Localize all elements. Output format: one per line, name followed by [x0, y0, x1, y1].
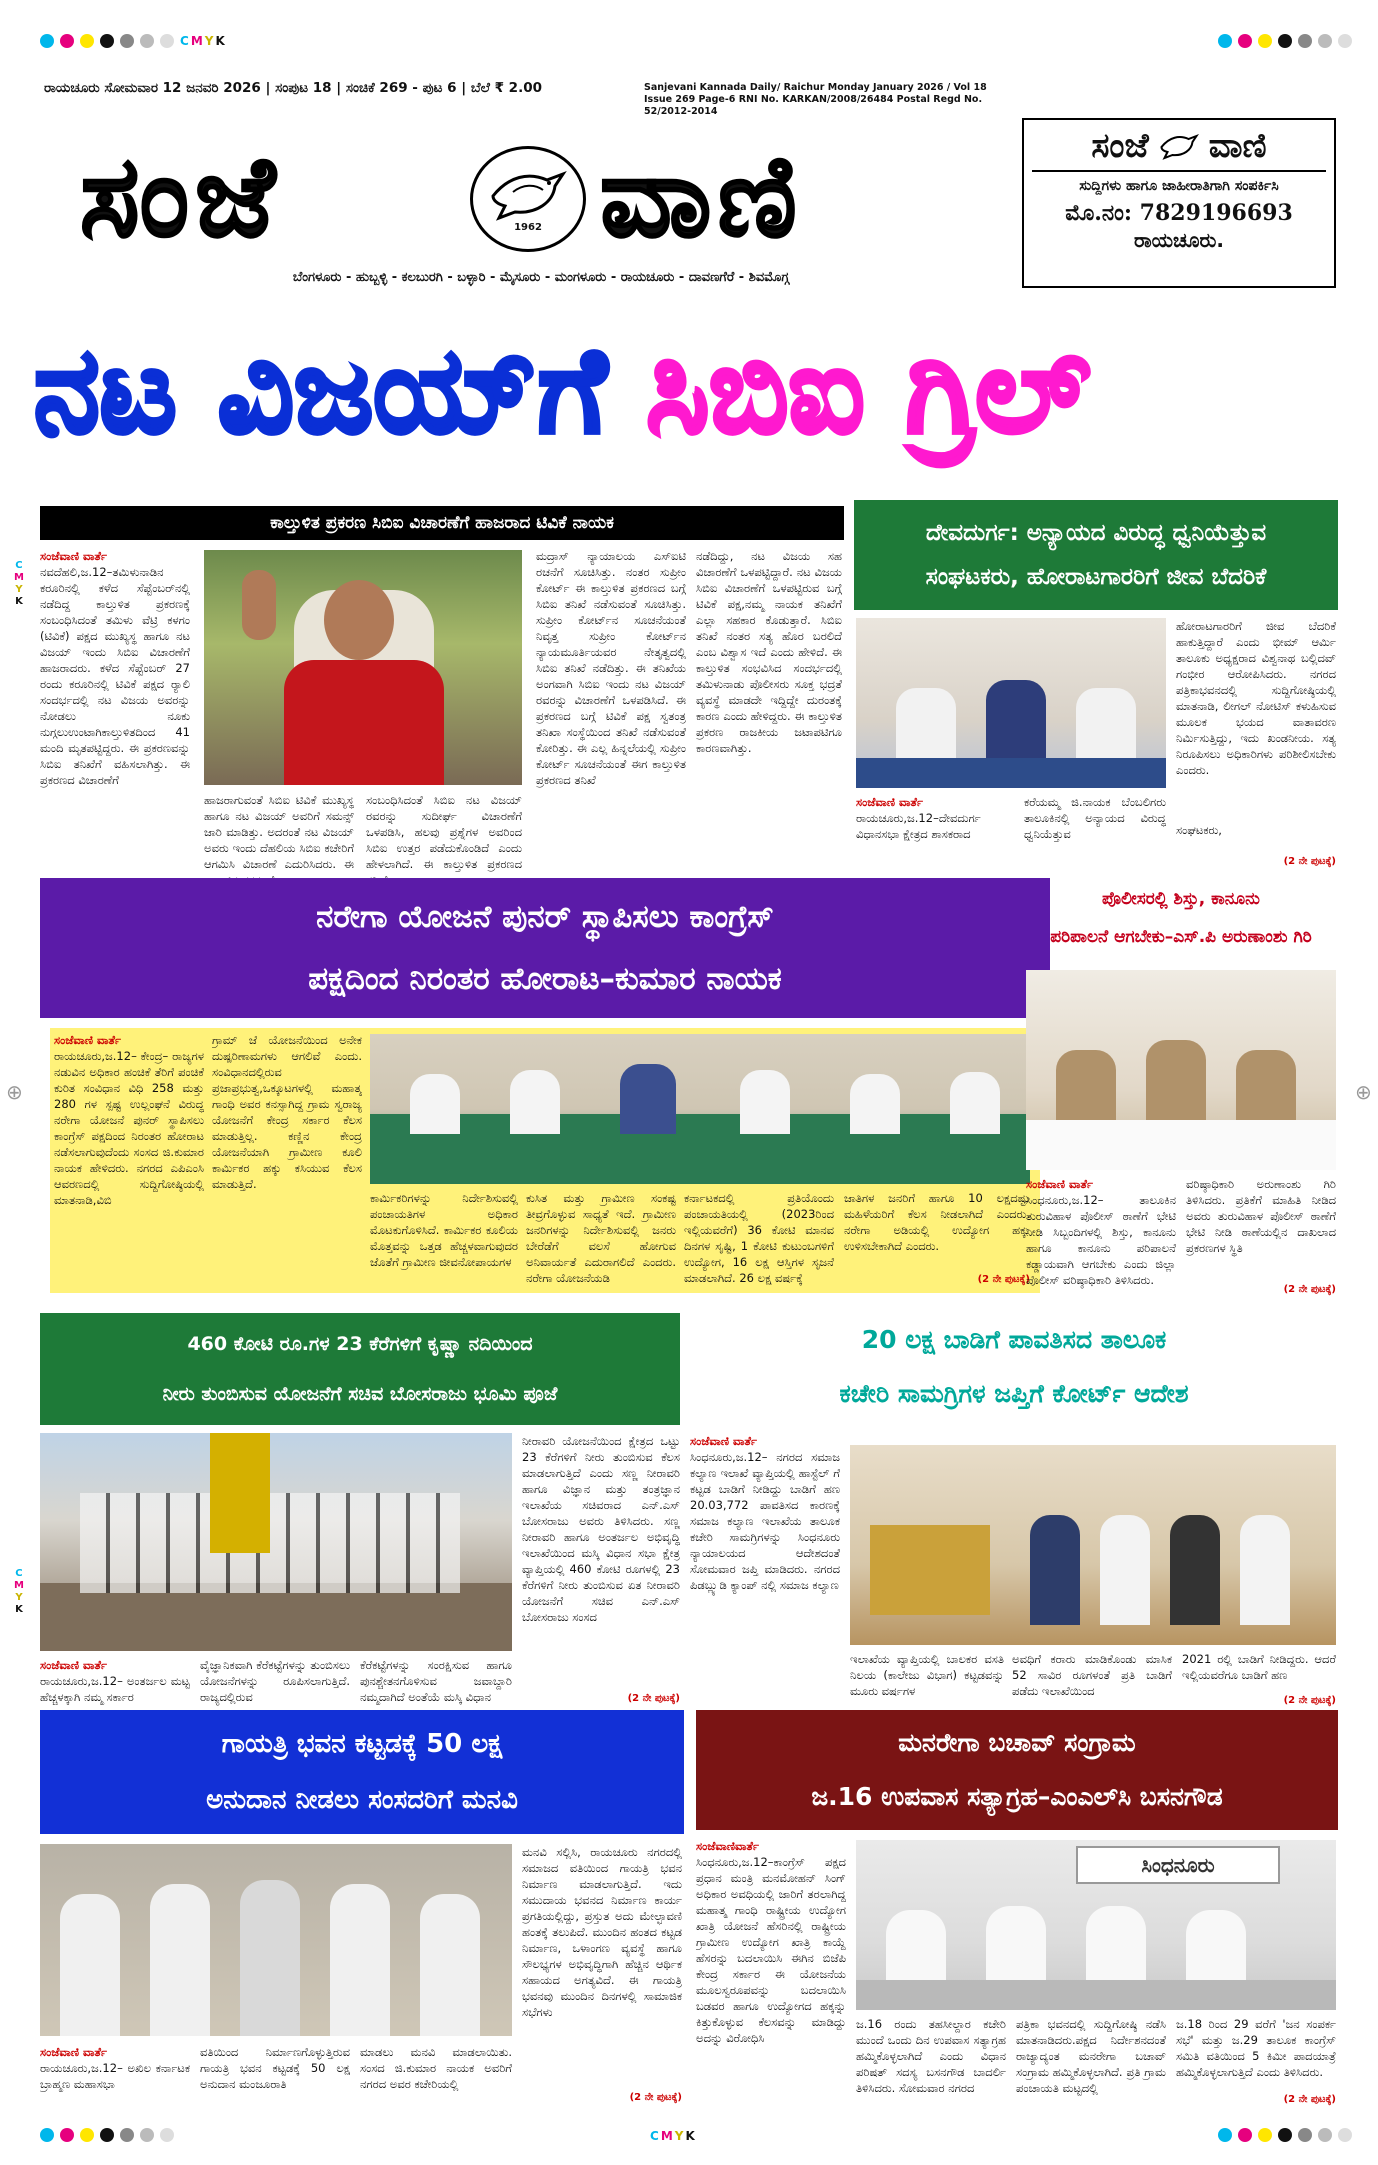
- manrega-photo: [856, 1840, 1336, 2010]
- story-court: [690, 1313, 1338, 1713]
- manrega-credit: ಸಂಜೆವಾಣಿವಾರ್ತೆ: [696, 1839, 759, 1853]
- krishna-continued: (2 ನೇ ಪುಟಕ್ಕೆ): [627, 1693, 680, 1704]
- krishna-head-2: ನೀರು ತುಂಬಿಸುವ ಯೋಜನೆಗೆ ಸಚಿವ ಬೋಸರಾಜು ಭೂಮಿ ಪೂಜೆ: [162, 1383, 558, 1405]
- narega-photo: [370, 1034, 1030, 1184]
- manrega-column-3: ಪತ್ರಿಕಾ ಭವನದಲ್ಲಿ ಸುದ್ದಿಗೋಷ್ಠಿ ನಡೆಸಿ ಮಾತನಾಡಿದರು.ಪಕ್ಷದ ನಿರ್ದೇಶನದಂತೆ ರಾಜ್ಯಾದ್ಯಂತ ಮನರೇಗಾ ಬಚಾವ್ ಸಂಗ್ರಾಮ ಹಮ್ಮಿಕೊಳ್ಳಲಾಗಿದೆ. ಪ್ರತಿ ಗ್ರಾಮ ಪಂಚಾಯತಿ ಮಟ್ಟದಲ್ಲಿ: [1016, 2017, 1166, 2095]
- gayatri-continued: (2 ನೇ ಪುಟಕ್ಕೆ): [629, 2092, 682, 2103]
- manrega-continued: (2 ನೇ ಪುಟಕ್ಕೆ): [1283, 2094, 1336, 2105]
- krishna-head-1: 460 ಕೋಟಿ ರೂ.ಗಳ 23 ಕೆರೆಗಳಿಗೆ ಕೃಷ್ಣಾ ನದಿಯಿಂದ: [187, 1333, 533, 1355]
- krishna-column-2: ವೈಜ್ಞಾನಿಕವಾಗಿ ಕೆರೆಕಟ್ಟೆಗಳನ್ನು ತುಂಬಿಸಲು ಯೋಜನೆಗಳನ್ನು ರೂಪಿಸಲಾಗುತ್ತಿದೆ. ರಾಜ್ಯದಲ್ಲಿರುವ: [200, 1658, 350, 1704]
- vijay-text-1: ನವದೆಹಲಿ,ಜ.12–ತಮಿಳುನಾಡಿನ ಕರೂರಿನಲ್ಲಿ ಕಳೆದ ಸೆಪ್ಟೆಂಬರ್‌ನಲ್ಲಿ ನಡೆದಿದ್ದ ಕಾಲ್ತುಳಿತ ಪ್ರಕರಣಕ್ಕೆ ಸಂಬಂಧಿಸಿದಂತೆ ತಮಿಳು ವೆಟ್ರಿ ಕಳಗಂ (ಟಿವಿಕೆ) ಪಕ್ಷದ ಮುಖ್ಯಸ್ಥ ಹಾಗೂ ನಟ ವಿಜಯ್ ಇಂದು ಸಿಬಿಐ ವಿಚಾರಣೆಗೆ ಹಾಜರಾದರು. ಕಳೆದ ಸೆಪ್ಟೆಂಬರ್ 27 ರಂದು ಕರೂರಿನಲ್ಲಿ ಟಿವಿಕೆ ಪಕ್ಷದ ರ್‍ಯಾಲಿ ಸಂದರ್ಭದಲ್ಲಿ ನಟ ವಿಜಯ ಅವರನ್ನು ನೋಡಲು ನೂಕು ನುಗ್ಗಲುಉಂಟಾಗಿಕಾಲ್ತುಳಿತದಿಂದ 41 ಮಂದಿ ಮೃತಪಟ್ಟಿದ್ದರು. ಈ ಪ್ರಕರಣವನ್ನು ಸಿಬಿಐ ತನಿಖೆಗೆ ವಹಿಸಲಾಗಿತ್ತು. ಈ ಪ್ರಕರಣದ ವಿಚಾರಣೆಗೆ: [40, 565, 190, 787]
- story-devadurga: [854, 500, 1338, 875]
- ad-dove-icon: [1159, 132, 1199, 160]
- manrega-text-1: ಸಿಂಧನೂರು,ಜ.12–ಕಾಂಗ್ರೆಸ್ ಪಕ್ಷದ ಪ್ರಧಾನ ಮಂತ್ರಿ ಮನಮೋಹನ್ ಸಿಂಗ್ ಅಧಿಕಾರ ಅವಧಿಯಲ್ಲಿ ಜಾರಿಗೆ ತರಲಾಗಿದ್ದ ಮಹಾತ್ಮ ಗಾಂಧಿ ರಾಷ್ಟ್ರೀಯ ಉದ್ಯೋಗ ಖಾತ್ರಿ ಯೋಜನೆ ಹೆಸರಿನಲ್ಲಿ ರಾಷ್ಟ್ರೀಯ ಗ್ರಾಮೀಣ ಉದ್ಯೋಗ ಖಾತ್ರಿ ಕಾಯ್ದೆ ಹೆಸರನ್ನು ಬದಲಾಯಿಸಿ ಈಗಿನ ಬಿಜೆಪಿ ಕೇಂದ್ರ ಸರ್ಕಾರ ಈ ಯೋಜನೆಯ ಮೂಲಸ್ವರೂಪವನ್ನು ಬದಲಾಯಿಸಿ ಬಡವರ ಹಾಗೂ ಉದ್ಯೋಗದ ಹಕ್ಕನ್ನು ಕಿತ್ತುಕೊಳ್ಳುವ ಕೆಲಸವನ್ನು ಮಾಡಿದ್ದು ಅದನ್ನು ವಿರೋಧಿಸಿ: [696, 1855, 846, 2045]
- gayatri-headline: [40, 1710, 684, 1834]
- vijay-column-4: ಮದ್ರಾಸ್ ನ್ಯಾಯಾಲಯ ಎಸ್‌ಐಟಿ ರಚನೆಗೆ ಸೂಚಿಸಿತ್ತು. ನಂತರ ಸುಪ್ರೀಂ ಕೋರ್ಟ್ ಈ ಕಾಲ್ತುಳಿತ ಪ್ರಕರಣದ ಬಗ್ಗೆ ಸಿಬಿಐ ತನಿಖೆ ನಡೆಸುವಂತೆ ಸೂಚಿಸಿತ್ತು. ಸುಪ್ರೀಂ ಕೋರ್ಟ್‌ನ ಸೂಚನೆಯಂತೆ ನಿವೃತ್ತ ಸುಪ್ರೀಂ ಕೋರ್ಟ್‌ನ ನ್ಯಾಯಮೂರ್ತಿಯವರ ನೇತೃತ್ವದಲ್ಲಿ ಸಿಬಿಐ ತನಿಖೆ ನಡೆದಿತ್ತು. ಈ ತನಿಖೆಯ ಅಂಗವಾಗಿ ಸಿಬಿಐ ಇಂದು ನಟ ವಿಜಯ್ ರವರನ್ನು ವಿಚಾರಣೆಗೆ ಒಳಪಡಿಸಿದೆ. ಈ ಪ್ರಕರಣದ ಬಗ್ಗೆ ಟಿವಿಕೆ ಪಕ್ಷ ಸ್ವತಂತ್ರ ತನಿಖಾ ಸಂಸ್ಥೆಯಿಂದ ತನಿಖೆ ನಡೆಸುವಂತೆ ಕೋರಿತ್ತು. ಈ ಎಲ್ಲ ಹಿನ್ನಲೆಯಲ್ಲಿ ಸುಪ್ರೀಂ ಕೋರ್ಟ್ ಸೂಚನೆಯಂತೆ ಈಗ ಕಾಲ್ತುಳಿತ ಪ್ರಕರಣದ ತನಿಖೆ: [536, 549, 686, 787]
- narega-column-2: ಗ್ರಾಮ್ ಜೆ ಯೋಜನೆಯಿಂದ ಅನೇಕ ದುಷ್ಪರಿಣಾಮಗಳು ಆಗಲಿವೆ ಎಂದು. ಸಂವಿಧಾನದಲ್ಲಿರುವ ಪ್ರಜಾಪ್ರಭುತ್ವ,ಒಕ್ಕೂಟಗಳಲ್ಲಿ ಮಹಾತ್ಮ ಗಾಂಧಿ ಅವರ ಕನಸ್ಸಾಗಿದ್ದ ಗ್ರಾಮ ಸ್ವರಾಜ್ಯ ಯೋಜನೆಗೆ ಕೇಂದ್ರ ಸರ್ಕಾರ ಕೆಲಸ ಮಾಡುತ್ತಿಲ್ಲ. ಕಣ್ಣಿನ ಕೇಂದ್ರ ಯೋಜನೆಯಾಗಿ ಗ್ರಾಮೀಣ ಕೂಲಿ ಕಾರ್ಮಿಕರ ಹಕ್ಕು ಕಸಿಯುವ ಕೆಲಸ ಮಾಡುತ್ತಿದೆ.: [212, 1033, 362, 1191]
- manrega-headline: [696, 1710, 1338, 1830]
- manrega-head-1: ಮನರೇಗಾ ಬಚಾವ್ ಸಂಗ್ರಾಮ: [898, 1728, 1136, 1757]
- ad-brand-right: ವಾಣಿ: [1208, 126, 1267, 166]
- manrega-photo-sign: ಸಿಂಧನೂರು: [1076, 1846, 1280, 1884]
- devadurga-column-right: ಹೋರಾಟಗಾರರಿಗೆ ಜೀವ ಬೆದರಿಕೆ ಹಾಕುತ್ತಿದ್ದಾರೆ ಎಂದು ಭೀಮ್ ಆರ್ಮಿ ತಾಲೂಕು ಅಧ್ಯಕ್ಷರಾದ ವಿಶ್ವನಾಥ ಬಲ್ಲಿದವ್ ಗಂಭೀರ ಆರೋಪಿಸಿದರು. ನಗರದ ಪತ್ರಿಕಾಭವನದಲ್ಲಿ ಸುದ್ದಿಗೋಷ್ಠಿಯಲ್ಲಿ ಮಾತನಾಡಿ, ಲೀಗಲ್ ನೋಟಿಸ್ ಕಳುಹಿಸುವ ಮೂಲಕ ಭಯದ ವಾತಾವರಣ ನಿರ್ಮಿಸುತ್ತಿದ್ದು, ಇದು ಖಂಡನೀಯ. ಸತ್ಯ ನಿರೂಪಿಸಲು ಅಧಿಕಾರಿಗಳು ಪರಿಶೀಲಿಸಬೇಕು ಎಂದರು.: [1176, 619, 1336, 777]
- gayatri-photo: [40, 1844, 512, 2036]
- police-column-1: [1026, 1176, 1176, 1301]
- narega-column-6: ಜಾತಿಗಳ ಜನರಿಗೆ ಹಾಗೂ 10 ಲಕ್ಷದಷ್ಟು ಮಹಿಳೆಯರಿಗೆ ಕೆಲಸ ನೀಡಲಾಗಿದೆ ಎಂದರು. ನರೇಗಾ ಅಡಿಯಲ್ಲಿ ಉದ್ಯೋಗ ಹಕ್ಕು ಉಳಿಸಬೇಕಾಗಿದೆ ಎಂದರು.: [844, 1191, 1030, 1253]
- dove-emblem: [470, 146, 586, 252]
- krishna-column-1: [40, 1657, 190, 1711]
- manrega-head-2: ಜ.16 ಉಪವಾಸ ಸತ್ಯಾಗ್ರಹ–ಎಂಎಲ್‌ಸಿ ಬಸನಗೌಡ: [811, 1782, 1223, 1811]
- narega-column-1: [54, 1032, 204, 1288]
- editions-list: ಬೆಂಗಳೂರು - ಹುಬ್ಬಳ್ಳಿ - ಕಲಬುರಗಿ - ಬಳ್ಳಾರಿ - ಮೈಸೂರು - ಮಂಗಳೂರು - ರಾಯಚೂರು - ದಾವಣಗೆರೆ - ಶಿವಮೊಗ್ಗ: [292, 270, 790, 285]
- police-head-1: ಪೊಲೀಸರಲ್ಲಿ ಶಿಸ್ತು, ಕಾನೂನು: [1102, 889, 1260, 909]
- story-gayatri: [40, 1710, 684, 2110]
- krishna-credit: ಸಂಜೆವಾಣಿ ವಾರ್ತೆ: [40, 1658, 107, 1672]
- ad-city: ರಾಯಚೂರು.: [1133, 228, 1225, 252]
- side-cmyk-upper: C M Y K: [14, 560, 24, 607]
- devadurga-column-c: ಸಂಘಟಕರು,: [1176, 823, 1222, 837]
- police-head-2: ಪರಿಪಾಲನೆ ಆಗಬೇಕು–ಎಸ್.ಪಿ ಅರುಣಾಂಶು ಗಿರಿ: [1050, 927, 1312, 947]
- logo-year: 1962: [514, 221, 542, 233]
- vijay-photo: [204, 550, 522, 785]
- police-photo: [1026, 970, 1336, 1170]
- dove-icon: [489, 166, 567, 222]
- color-bar-top-left: [40, 34, 174, 48]
- banner-part2: ಸಿಬಿಐ ಗ್ರಿಲ್: [646, 321, 1090, 459]
- color-bar-bottom-right: [1218, 2128, 1352, 2142]
- narega-head-1: ನರೇಗಾ ಯೋಜನೆ ಪುನರ್ ಸ್ಥಾಪಿಸಲು ಕಾಂಗ್ರೆಸ್: [316, 899, 774, 935]
- narega-column-4: ಕುಸಿತ ಮತ್ತು ಗ್ರಾಮೀಣ ಸಂಕಷ್ಟ ತೀವ್ರಗೊಳ್ಳುವ ಸಾಧ್ಯತೆ ಇದೆ. ಗ್ರಾಮೀಣ ಜನರಿಗಳನ್ನು ನಿರ್ದೇಶಿಸುವಲ್ಲಿ ಜನರು ಬೇರೆಡೆಗೆ ವಲಸೆ ಹೋಗುವ ಅನಿವಾರ್ಯತೆ ಎದುರಾಗಲಿದೆ ಎಂದರು. ನರೇಗಾ ಯೋಜನೆಯಡಿ: [526, 1191, 676, 1285]
- narega-continued: (2 ನೇ ಪುಟಕ್ಕೆ): [977, 1274, 1030, 1285]
- court-text-1: ಸಿಂಧನೂರು,ಜ.12– ನಗರದ ಸಮಾಜ ಕಲ್ಯಾಣ ಇಲಾಖೆ ವ್ಯಾಪ್ತಿಯಲ್ಲಿ ಹಾಸ್ಟೆಲ್ ಗೆ ಕಟ್ಟಡ ಬಾಡಿಗೆ ನೀಡಿದ್ದು ಬಾಡಿಗೆ ಹಣ 20.03,772 ಪಾವತಿಸದ ಕಾರಣಕ್ಕೆ ಸಮಾಜ ಕಲ್ಯಾಣ ಇಲಾಖೆಯ ತಾಲೂಕ ಕಚೇರಿ ಸಾಮಗ್ರಿಗಳನ್ನು ಸಿಂಧನೂರು ನ್ಯಾಯಾಲಯದ ಆದೇಶದಂತೆ ಸೋಮವಾರ ಜಪ್ತಿ ಮಾಡಿದರು. ನಗರದ ಪಿಡಬ್ಲ್ಯುಡಿ ಕ್ಯಾಂಪ್ ನಲ್ಲಿ ಸಮಾಜ ಕಲ್ಯಾಣ: [690, 1450, 840, 1592]
- court-continued: (2 ನೇ ಪುಟಕ್ಕೆ): [1283, 1695, 1336, 1706]
- gayatri-text-1: ರಾಯಚೂರು,ಜ.12– ಅಖಿಲ ಕರ್ನಾಟಕ ಬ್ರಾಹ್ಮಣ ಮಹಾಸಭಾ: [40, 2061, 190, 2091]
- court-column-3: ಅವಧಿಗೆ ಕರಾರು ಮಾಡಿಕೊಂಡು ಮಾಸಿಕ 52 ಸಾವಿರ ರೂಗಳಂತೆ ಪ್ರತಿ ಬಾಡಿಗೆ ಪಡೆದು ಇಲಾಖೆಯಿಂದ: [1012, 1652, 1172, 1698]
- manrega-column-2: ಜ.16 ರಂದು ತಹಸೀಲ್ದಾರ ಕಚೇರಿ ಮುಂದೆ ಒಂದು ದಿನ ಉಪವಾಸ ಸತ್ಯಾಗ್ರಹ ಹಮ್ಮಿಕೊಳ್ಳಲಾಗಿದೆ ಎಂದು ವಿಧಾನ ಪರಿಷತ್ ಸದಸ್ಯ ಬಸನಗೌಡ ಬಾದರ್ಲಿ ತಿಳಿಸಿದರು. ಸೋಮವಾರ ನಗರದ: [856, 2017, 1006, 2095]
- registration-mark-right: ⊕: [1355, 1080, 1372, 1104]
- narega-head-2: ಪಕ್ಷದಿಂದ ನಿರಂತರ ಹೋರಾಟ–ಕುಮಾರ ನಾಯಕ: [308, 961, 782, 997]
- gayatri-column-2: ವತಿಯಿಂದ ನಿರ್ಮಾಣಗೊಳ್ಳುತ್ತಿರುವ ಗಾಯತ್ರಿ ಭವನ ಕಟ್ಟಡಕ್ಕೆ 50 ಲಕ್ಷ ಅನುದಾನ ಮಂಜೂರಾತಿ: [200, 2045, 350, 2091]
- story-krishna: [40, 1313, 680, 1713]
- story-manrega: [696, 1710, 1338, 2110]
- police-credit: ಸಂಜೆವಾಣಿ ವಾರ್ತೆ: [1026, 1177, 1093, 1191]
- court-column-4: 2021 ರಲ್ಲಿ ಬಾಡಿಗೆ ನೀಡಿದ್ದರು. ಆದರೆ ಇಲ್ಲಿಯವರೆಗೂ ಬಾಡಿಗೆ ಹಣ: [1182, 1652, 1336, 1682]
- krishna-text-1: ರಾಯಚೂರು,ಜ.12– ಅಂತರ್ಜಲ ಮಟ್ಟ ಹೆಚ್ಚಳಕ್ಕಾಗಿ ನಮ್ಮ ಸರ್ಕಾರ: [40, 1674, 190, 1704]
- story-narega: [40, 878, 1050, 1303]
- narega-column-3: ಕಾರ್ಮಿಕರಿಗಳನ್ನು ನಿರ್ದೇಶಿಸುವಲ್ಲಿ ಪಂಚಾಯತಿಗಳ ಅಧಿಕಾರ ಮೊಟಕುಗೊಳಿಸಿದೆ. ಕಾರ್ಮಿಕರ ಕೂಲಿಯ ಮೊತ್ತವನ್ನು ಒತ್ತಡ ಹೆಚ್ಚಳವಾಗುವುದರ ಜೊತೆಗೆ ಗ್ರಾಮೀಣ ಜೀವನೋಪಾಯಗಳ: [370, 1191, 518, 1269]
- court-column-1: [690, 1433, 840, 1711]
- banner-headline: [34, 300, 1354, 480]
- vijay-column-2: ಹಾಜರಾಗುವಂತೆ ಸಿಬಿಐ ಟಿವಿಕೆ ಮುಖ್ಯಸ್ಥ ಹಾಗೂ ನಟ ವಿಜಯ್ ಅವರಿಗೆ ಸಮನ್ಸ್ ಜಾರಿ ಮಾಡಿತ್ತು. ಅದರಂತೆ ನಟ ವಿಜಯ್ ಅವರು ಇಂದು ದೆಹಲಿಯ ಸಿಬಿಐ ಕಚೇರಿಗೆ ಆಗಮಿಸಿ ವಿಚಾರಣೆ ಎದುರಿಸಿದರು. ಈ: [204, 793, 354, 871]
- police-text-1: ಸಿಂಧನೂರು,ಜ.12– ತಾಲೂಕಿನ ತುರುವಿಹಾಳ ಪೊಲೀಸ್ ಠಾಣೆಗೆ ಭೇಟಿ ನೀಡಿ ಸಿಬ್ಬಂದಿಗಳಲ್ಲಿ ಶಿಸ್ತು, ಕಾನೂನು ಹಾಗೂ ಕಾನೂನು ಪರಿಪಾಲನೆ ಕಡ್ಡಾಯವಾಗಿ ಆಗಬೇಕು ಎಂದು ಜಿಲ್ಲಾ ಪೊಲೀಸ್ ವರಿಷ್ಠಾಧಿಕಾರಿ ತಿಳಿಸಿದರು.: [1026, 1193, 1176, 1287]
- dateline-kannada: ರಾಯಚೂರು ಸೋಮವಾರ 12 ಜನವರಿ 2026 | ಸಂಪುಟ 18 | ಸಂಚಿಕೆ 269 - ಪುಟ 6 | ಬೆಲೆ ₹ 2.00: [44, 80, 542, 96]
- logo-text-left: ಸಂಜೆ: [80, 131, 281, 262]
- devadurga-head-2: ಸಂಘಟಕರು, ಹೋರಾಟಗಾರರಿಗೆ ಜೀವ ಬೆದರಿಕೆ: [925, 564, 1267, 590]
- gayatri-head-1: ಗಾಯತ್ರಿ ಭವನ ಕಟ್ಟಡಕ್ಕೆ 50 ಲಕ್ಷ: [221, 1729, 503, 1759]
- vijay-column-5: ನಡೆದಿದ್ದು, ನಟ ವಿಜಯ ಸಹ ವಿಚಾರಣೆಗೆ ಒಳಪಟ್ಟಿದ್ದಾರೆ. ನಟ ವಿಜಯ ಸಿಬಿಐ ವಿಚಾರಣೆಗೆ ಒಳಪಟ್ಟಿರುವ ಬಗ್ಗೆ ಟಿವಿಕೆ ಪಕ್ಷ,ನಮ್ಮ ನಾಯಕ ತನಿಖೆಗೆ ಎಲ್ಲಾ ಸಹಕಾರ ಕೊಡುತ್ತಾರೆ. ಸಿಬಿಐ ತನಿಖೆ ನಂತರ ಸತ್ಯ ಹೊರ ಬರಲಿದೆ ಎಂಬ ವಿಶ್ವಾಸ ಇದೆ ಎಂದು ಹೇಳಿದೆ. ಈ ಕಾಲ್ತುಳಿತ ಸಂಭವಿಸಿದ ಸಂದರ್ಭದಲ್ಲಿ ತಮಿಳುನಾಡು ಪೊಲೀಸರು ಸೂಕ್ತ ಭದ್ರತೆ ವ್ಯವಸ್ಥೆ ಮಾಡದೇ ಇದ್ದಿದ್ದೇ ದುರಂತಕ್ಕೆ ಕಾರಣ ಎಂದು ಹೇಳಿದ್ದರು. ಈ ಕಾಲ್ತುಳಿತ ಪ್ರಕರಣ ರಾಜಕೀಯ ಜಟಾಪಟಿಗೂ ಕಾರಣವಾಗಿತ್ತು.: [696, 549, 842, 755]
- dateline-english: Sanjevani Kannada Daily/ Raichur Monday January 2026 / Vol 18 Issue 269 Page-6 RNI No. KARKAN/2008/26484 Postal Regd No. 52/2012-2014: [644, 82, 987, 117]
- ad-brand-left: ಸಂಜೆ: [1091, 126, 1149, 166]
- vijay-column-3: ಸಂಬಂಧಿಸಿದಂತೆ ಸಿಬಿಐ ನಟ ವಿಜಯ್ ರವರನ್ನು ಸುದೀರ್ಘ ವಿಚಾರಣೆಗೆ ಒಳಪಡಿಸಿ, ಹಲವು ಪ್ರಶ್ನೆಗಳ ಅವರಿಂದ ಸಿಬಿಐ ಉತ್ತರ ಪಡೆದುಕೊಂಡಿದೆ ಎಂದು ಹೇಳಲಾಗಿದೆ. ಈ ಕಾಲ್ತುಳಿತ ಪ್ರಕರಣದ: [366, 793, 522, 871]
- manrega-column-4: ಜ.18 ರಿಂದ 29 ವರೆಗೆ 'ಜನ ಸಂಪರ್ಕ ಸಭೆ' ಮತ್ತು ಜ.29 ತಾಲೂಕ ಕಾಂಗ್ರೆಸ್ ಸಮಿತಿ ವತಿಯಿಂದ 5 ಕಿಮೀ ಪಾದಯಾತ್ರೆ ಹಮ್ಮಿಕೊಳ್ಳಲಾಗುತ್ತಿದೆ ಎಂದು ತಿಳಿಸಿದರು.: [1176, 2017, 1336, 2079]
- krishna-photo: [40, 1433, 512, 1651]
- narega-column-5: ಕರ್ನಾಟಕದಲ್ಲಿ ಪ್ರತಿಯೊಂದು ಪಂಚಾಯತಿಯಲ್ಲಿ (2023ರಿಂದ ಇಲ್ಲಿಯವರೆಗೆ) 36 ಕೋಟಿ ಮಾನವ ದಿನಗಳ ಸೃಷ್ಟಿ, 1 ಕೋಟಿ ಕುಟುಂಬಗಳಿಗೆ ಉದ್ಯೋಗ, 16 ಲಕ್ಷ ಆಸ್ತಿಗಳ ಸೃಜನೆ ಮಾಡಲಾಗಿದೆ. 26 ಲಕ್ಷ ವರ್ಷಕ್ಕೆ: [684, 1191, 834, 1285]
- devadurga-head-1: ದೇವದುರ್ಗ: ಅನ್ಯಾಯದ ವಿರುದ್ಧ ಧ್ವನಿಯೆತ್ತುವ: [925, 520, 1267, 546]
- court-headline: [690, 1313, 1338, 1425]
- banner-part1: ನಟ ವಿಜಯ್‌ಗೆ: [34, 321, 607, 459]
- gayatri-column-1: [40, 2044, 190, 2108]
- krishna-column-3: ಕೆರೆಕಟ್ಟೆಗಳನ್ನು ಸಂರಕ್ಷಿಸುವ ಹಾಗೂ ಪುನಶ್ಚೇತನಗೊಳಿಸುವ ಜವಾಬ್ದಾರಿ ನಮ್ಮದಾಗಿದೆ ಅಂತೆಯೆ ಮಸ್ಕಿ ವಿಧಾನ: [360, 1658, 512, 1704]
- devadurga-text-a: ರಾಯಚೂರು,ಜ.12–ದೇವದುರ್ಗ ವಿಧಾನಸಭಾ ಕ್ಷೇತ್ರದ ಶಾಸಕರಾದ: [856, 811, 981, 841]
- color-bar-top-right: [1218, 34, 1352, 48]
- devadurga-continued: (2 ನೇ ಪುಟಕ್ಕೆ): [1283, 856, 1336, 867]
- contact-ad-box: [1022, 118, 1336, 288]
- krishna-column-4: ನೀರಾವರಿ ಯೋಜನೆಯಿಂದ ಕ್ಷೇತ್ರದ ಒಟ್ಟು 23 ಕೆರೆಗಳಿಗೆ ನೀರು ತುಂಬಿಸುವ ಕೆಲಸ ಮಾಡಲಾಗುತ್ತಿದೆ ಎಂದು ಸಣ್ಣ ನೀರಾವರಿ ಹಾಗೂ ವಿಜ್ಞಾನ ಮತ್ತು ತಂತ್ರಜ್ಞಾನ ಇಲಾಖೆಯ ಸಚಿವರಾದ ಎನ್.ಎಸ್ ಬೋಸರಾಜು ಅವರು ತಿಳಿಸಿದರು. ಸಣ್ಣ ನೀರಾವರಿ ಹಾಗೂ ಅಂತರ್ಜಲ ಅಭಿವೃದ್ಧಿ ಇಲಾಖೆಯಿಂದ ಮಸ್ಕಿ ವಿಧಾನ ಸಭಾ ಕ್ಷೇತ್ರ ವ್ಯಾಪ್ತಿಯಲ್ಲಿ 460 ಕೋಟಿ ರೂಗಳಲ್ಲಿ 23 ಕೆರೆಗಳಿಗೆ ನೀರು ತುಂಬಿಸುವ ಏತ ನೀರಾವರಿ ಯೋಜನೆಗೆ ಸಚಿವ ಎನ್.ಎಸ್ ಬೋಸರಾಜು ಸಂಸದ: [522, 1434, 680, 1624]
- court-credit: ಸಂಜೆವಾಣಿ ವಾರ್ತೆ: [690, 1434, 757, 1448]
- ad-phone: ಮೊ.ನಂ: 7829196693: [1065, 200, 1293, 226]
- court-column-2: ಇಲಾಖೆಯ ವ್ಯಾಪ್ತಿಯಲ್ಲಿ ಬಾಲಕರ ವಸತಿ ನಿಲಯ (ಕಾಲೇಜು ವಿಭಾಗ) ಕಟ್ಟಡವನ್ನು ಮೂರು ವರ್ಷಗಳ: [850, 1652, 1004, 1698]
- narega-text-1: ರಾಯಚೂರು,ಜ.12– ಕೇಂದ್ರ– ರಾಜ್ಯಗಳ ನಡುವಿನ ಅಧಿಕಾರ ಹಂಚಿಕೆ ತೆರಿಗೆ ಪಂಚಿಕೆ ಕುರಿತ ಸಂವಿಧಾನ ವಿಧಿ 258 ಮತ್ತು 280 ಗಳ ಸ್ಪಷ್ಟ ಉಲ್ಲಂಘನೆ ವಿರುದ್ಧ ನರೇಗಾ ಯೋಜನೆ ಪುನರ್ ಸ್ಥಾಪಿಸಲು ಕಾಂಗ್ರೆಸ್ ಪಕ್ಷದಿಂದ ನಿರಂತರ ಹೋರಾಟ ನಡೆಸಲಾಗುವುದೆಂದು ಸಂಸದ ಜಿ.ಕುಮಾರ ನಾಯಕ ಹೇಳಿದರು. ನಗರದ ಎಪಿಎಂಸಿ ಆವರಣದಲ್ಲಿ ಸುದ್ದಿಗೋಷ್ಠಿಯಲ್ಲಿ ಮಾತನಾಡಿ,ವಿಬಿ: [54, 1049, 204, 1207]
- devadurga-credit: ಸಂಜೆವಾಣಿ ವಾರ್ತೆ: [856, 795, 923, 809]
- devadurga-column-a: [856, 794, 1016, 874]
- manrega-column-1: [696, 1838, 846, 2108]
- police-continued: (2 ನೇ ಪುಟಕ್ಕೆ): [1283, 1284, 1336, 1295]
- gayatri-column-4: ಮನವಿ ಸಲ್ಲಿಸಿ, ರಾಯಚೂರು ನಗರದಲ್ಲಿ ಸಮಾಜದ ವತಿಯಿಂದ ಗಾಯತ್ರಿ ಭವನ ನಿರ್ಮಾಣ ಮಾಡಲಾಗುತ್ತಿದೆ. ಇದು ಸಮುದಾಯ ಭವನದ ನಿರ್ಮಾಣ ಕಾರ್ಯ ಪ್ರಗತಿಯಲ್ಲಿದ್ದು, ಪ್ರಸ್ತುತ ಅದು ಮೇಲ್ಛಾವಣಿ ಹಂತಕ್ಕೆ ತಲುಪಿದೆ. ಮುಂದಿನ ಹಂತದ ಕಟ್ಟಡ ನಿರ್ಮಾಣ, ಒಳಾಂಗಣ ವ್ಯವಸ್ಥೆ ಹಾಗೂ ಸೌಲಭ್ಯಗಳ ಅಭಿವೃದ್ಧಿಗಾಗಿ ಹೆಚ್ಚಿನ ಆರ್ಥಿಕ ಸಹಾಯದ ಅಗತ್ಯವಿದೆ. ಈ ಗಾಯತ್ರಿ ಭವನವು ಮುಂದಿನ ದಿನಗಳಲ್ಲಿ ಸಾಮಾಜಿಕ ಸಭೆಗಳು: [522, 1845, 682, 2019]
- gayatri-column-3: ಮಾಡಲು ಮನವಿ ಮಾಡಲಾಯಿತು. ಸಂಸದ ಜಿ.ಕುಮಾರ ನಾಯಕ ಅವರಿಗೆ ನಗರದ ಅವರ ಕಚೇರಿಯಲ್ಲಿ: [360, 2045, 512, 2091]
- masthead-logo: [80, 131, 950, 262]
- krishna-headline: [40, 1313, 680, 1425]
- registration-mark-left: ⊕: [6, 1080, 23, 1104]
- logo-text-right: ವಾಣಿ: [600, 131, 803, 262]
- narega-credit: ಸಂಜೆವಾಣಿ ವಾರ್ತೆ: [54, 1033, 121, 1047]
- story-police: [1024, 880, 1338, 1305]
- court-head-1: 20 ಲಕ್ಷ ಬಾಡಿಗೆ ಪಾವತಿಸದ ತಾಲೂಕ: [861, 1325, 1167, 1354]
- ad-contact-line: ಸುದ್ದಿಗಳು ಹಾಗೂ ಜಾಹೀರಾತಿಗಾಗಿ ಸಂಪರ್ಕಿಸಿ: [1079, 178, 1279, 194]
- court-photo: [850, 1445, 1336, 1645]
- devadurga-headline: [854, 500, 1338, 610]
- cmyk-label-bottom: CMYK: [650, 2129, 697, 2143]
- side-cmyk-lower: C M Y K: [14, 1568, 24, 1615]
- gayatri-head-2: ಅನುದಾನ ನೀಡಲು ಸಂಸದರಿಗೆ ಮನವಿ: [206, 1785, 518, 1815]
- court-head-2: ಕಚೇರಿ ಸಾಮಗ್ರಿಗಳ ಜಪ್ತಿಗೆ ಕೋರ್ಟ್ ಆದೇಶ: [839, 1379, 1189, 1408]
- police-column-2: ವರಿಷ್ಠಾಧಿಕಾರಿ ಅರುಣಾಂಶು ಗಿರಿ ತಿಳಿಸಿದರು. ಪ್ರತಿಕೆಗೆ ಮಾಹಿತಿ ನೀಡಿದ ಅವರು ತುರುವಿಹಾಳ ಪೊಲೀಸ್ ಠಾಣೆಗೆ ಭೇಟಿ ನೀಡಿ ಠಾಣೆಯಲ್ಲಿನ ದಾಖಲಾದ ಪ್ರಕರಣಗಳ ಸ್ಥಿತಿ: [1186, 1177, 1336, 1255]
- police-headline: [1024, 880, 1338, 962]
- devadurga-photo: [856, 618, 1166, 788]
- vijay-kicker: ಕಾಲ್ತುಳಿತ ಪ್ರಕರಣ ಸಿಬಿಐ ವಿಚಾರಣೆಗೆ ಹಾಜರಾದ ಟಿವಿಕೆ ನಾಯಕ: [40, 506, 844, 540]
- gayatri-credit: ಸಂಜೆವಾಣಿ ವಾರ್ತೆ: [40, 2045, 107, 2059]
- color-bar-bottom-left: [40, 2128, 174, 2142]
- devadurga-column-b: ಕರೆಯಮ್ಮ ಜಿ.ನಾಯಕ ಬೆಂಬಲಿಗರು ತಾಲೂಕಿನಲ್ಲಿ ಅನ್ಯಾಯದ ವಿರುದ್ಧ ಧ್ವನಿಯೆತ್ತುವ: [1024, 795, 1166, 841]
- vijay-credit: ಸಂಜೆವಾಣಿ ವಾರ್ತೆ: [40, 549, 107, 563]
- cmyk-label-top: CMYK: [180, 34, 227, 48]
- narega-headline: [40, 878, 1050, 1018]
